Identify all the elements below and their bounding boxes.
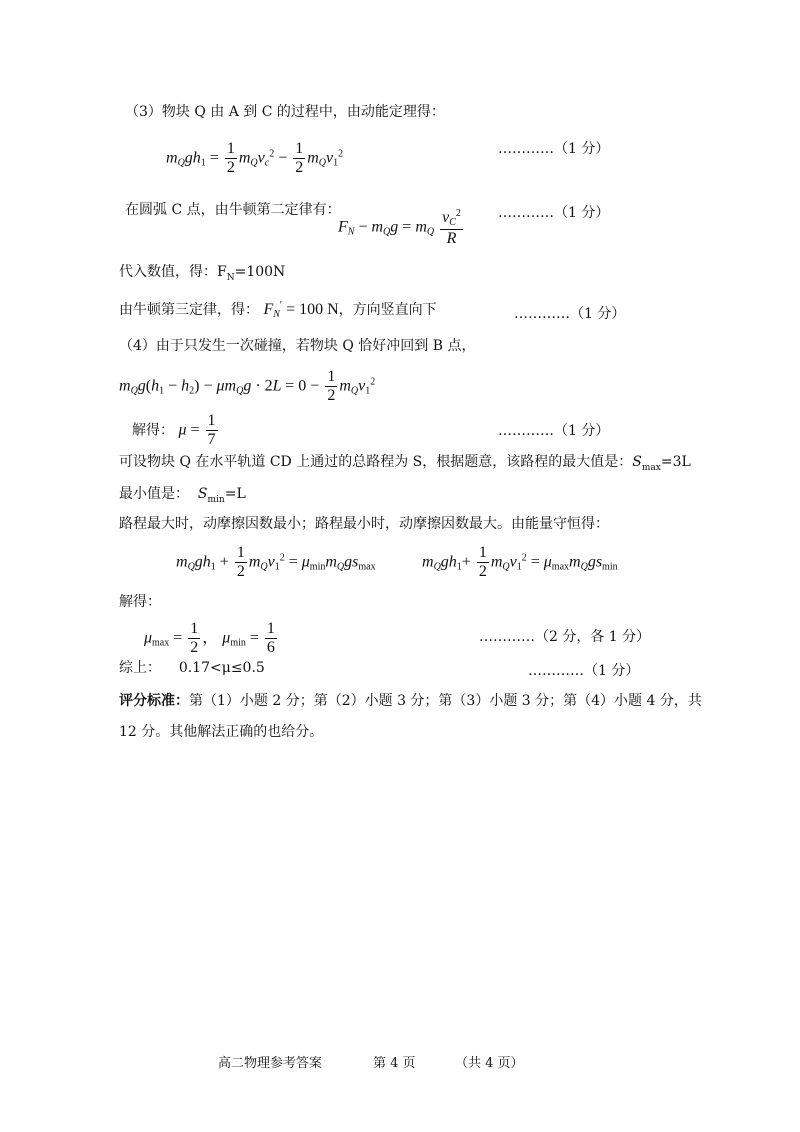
score-mark-6: …………（1 分） [528, 663, 640, 679]
newton-third-law-tail: ，方向竖直向下 [338, 302, 437, 318]
smin-value: =L [224, 486, 246, 502]
smax-value: =3L [660, 454, 691, 470]
criteria-label: 评分标准： [119, 693, 189, 709]
part3-intro: （3）物块 Q 由 A 到 C 的过程中，由动能定理得： [125, 104, 445, 120]
score-mark-1: …………（1 分） [498, 141, 610, 157]
mu-results: $\mu_{max}$ = $\frac{1}{2}$ ， $\mu_{min}$ = $\frac{1}{6}$ [144, 620, 275, 657]
path-max-line [119, 454, 691, 474]
criteria-line-2: 12 分。其他解法正确的也给分。 [119, 724, 324, 740]
solve-label-2: 解得： [119, 594, 161, 610]
footer-page: 第 4 页 [373, 1056, 416, 1071]
newton-second-law-equation: $F_N - m_Qg = m_Q$ $\frac{v_C^2}{R}$ [338, 208, 461, 247]
energy-equation-max: $m_Qgh_1+$ $\frac{1}{2}$ $m_Qv_1^2 = \mu_{max}m_Qgs_{min}$ [422, 544, 618, 581]
fn-value-text: 代入数值，得：F [119, 264, 227, 280]
smax-symbol: S [632, 454, 642, 470]
summary-label: 综上： [119, 660, 161, 676]
part4-intro: （4）由于只发生一次碰撞，若物块 Q 恰好冲回到 B 点， [119, 338, 476, 354]
fn-value-rest: =100N [234, 264, 286, 280]
solve-mu-line: 解得： μ = $\frac{1}{7}$ [132, 412, 216, 449]
summary-line [119, 660, 265, 677]
newton-second-law-text: 在圆弧 C 点，由牛顿第二定律有： [125, 202, 341, 218]
score-mark-2: …………（1 分） [498, 205, 610, 221]
collision-energy-equation: $m_Qg(h_1 - h_2) - \mu m_Qg \cdot 2L = 0$ − $\frac{1}{2}$ $m_Qv_1^2$ [119, 368, 376, 405]
path-text: 可设物块 Q 在水平轨道 CD 上通过的总路程为 S，根据题意，该路程的最大值是： [119, 454, 633, 470]
kinetic-energy-equation: $m_Qgh_1$ = $\frac{1}{2}$ $m_Qv_c^2$ − $\frac{1}{2}$ $m_Qv_1^2$ [166, 140, 344, 177]
newton-third-law-text: 由牛顿第三定律，得： [119, 302, 259, 318]
criteria-text-1: 第（1）小题 2 分；第（2）小题 3 分；第（3）小题 3 分；第（4）小题 4 分，共 [189, 693, 702, 709]
smax-sub: max [641, 462, 661, 473]
newton-third-law-line: 由牛顿第三定律，得： $F_N' = 100$ N，方向竖直向下 [119, 300, 437, 320]
score-mark-4: …………（1 分） [498, 423, 610, 439]
fn-value-sub: N [226, 272, 235, 283]
smin-sub: min [207, 494, 225, 505]
criteria-line-1 [119, 693, 702, 710]
solve-label: 解得： [132, 422, 174, 439]
min-text: 最小值是： [119, 486, 189, 502]
smin-symbol: S [197, 486, 208, 502]
energy-equation-min: $m_Qgh_1$ + $\frac{1}{2}$ $m_Qv_1^2 = \mu_{min}m_Qgs_{max}$ [176, 544, 376, 581]
energy-conservation-text: 路程最大时，动摩擦因数最小；路程最小时，动摩擦因数最大。由能量守恒得： [119, 516, 609, 532]
score-mark-3: …………（1 分） [514, 306, 626, 322]
fn-value-line [119, 264, 285, 284]
summary-value: 0.17<μ≤0.5 [178, 660, 265, 676]
path-min-line [119, 486, 246, 506]
score-mark-5: …………（2 分，各 1 分） [479, 629, 651, 645]
footer-total: （共 4 页） [455, 1056, 524, 1071]
footer-title: 高二物理参考答案 [218, 1056, 323, 1071]
